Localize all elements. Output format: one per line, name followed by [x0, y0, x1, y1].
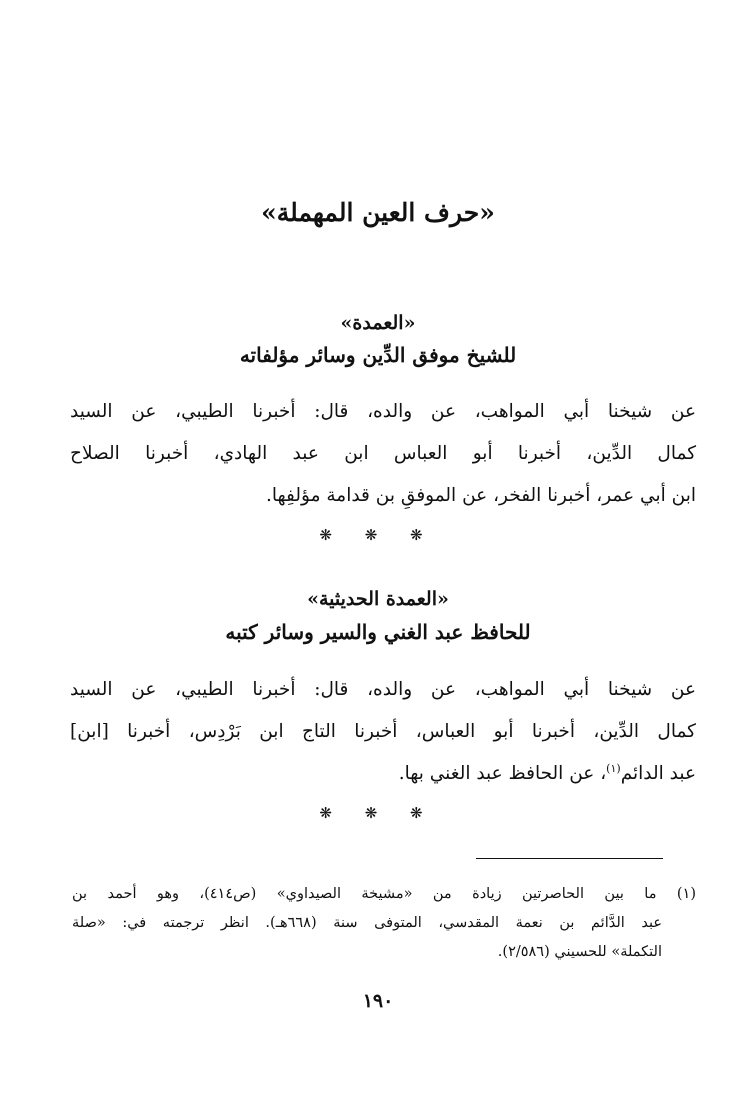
section-subtitle-umda: للشيخ موفق الدِّين وسائر مؤلفاته [239, 343, 517, 367]
footnote [72, 880, 696, 967]
section-subtitle-umda-hadithiyya: للحافظ عبد الغني والسير وسائر كتبه [225, 620, 531, 644]
footnote-line: عبد الدَّائم بن نعمة المقدسي، المتوفى سنة (٦٦٨هـ). انظر ترجمته في: «صلة [72, 915, 663, 931]
chapter-title: «حرف العين المهملة» [261, 198, 495, 227]
section-title-umda: «العمدة» [340, 312, 416, 334]
section-title-umda-hadithiyya: «العمدة الحديثية» [307, 588, 449, 610]
paragraph-line: ابن أبي عمر، أخبرنا الفخر، عن الموفقِ بن قدامة مؤلفِها. [265, 485, 696, 506]
paragraph-line: عن شيخنا أبي المواهب، عن والده، قال: أخبرنا الطيبي، عن السيد [70, 401, 696, 422]
footnote-divider [476, 858, 663, 859]
text-run: عبد الدائم [620, 763, 696, 784]
section-separator: ❋ ❋ ❋ [319, 804, 437, 822]
paragraph-line: كمال الدِّين، أخبرنا أبو العباس ابن عبد الهادي، أخبرنا الصلاح [70, 443, 696, 464]
paragraph-line: كمال الدِّين، أخبرنا أبو العباس، أخبرنا التاج ابن بَرْدِس، أخبرنا [ابن] [70, 721, 696, 742]
paragraph-umda [70, 391, 696, 517]
page-number: ١٩٠ [362, 990, 394, 1012]
paragraph-line [70, 753, 696, 795]
section-separator: ❋ ❋ ❋ [319, 526, 437, 544]
paragraph-line: عن شيخنا أبي المواهب، عن والده، قال: أخبرنا الطيبي، عن السيد [70, 679, 696, 700]
footnote-line: (١) ما بين الحاصرتين زيادة من «مشيخة الصيداوي» (ص٤١٤)، وهو أحمد بن [72, 886, 696, 902]
paragraph-umda-hadithiyya [70, 669, 696, 795]
text-run: ، عن الحافظ عبد الغني بها. [398, 763, 607, 784]
footnote-marker: (١) [606, 761, 621, 775]
footnote-line: التكملة» للحسيني (٢/٥٨٦). [497, 944, 662, 960]
